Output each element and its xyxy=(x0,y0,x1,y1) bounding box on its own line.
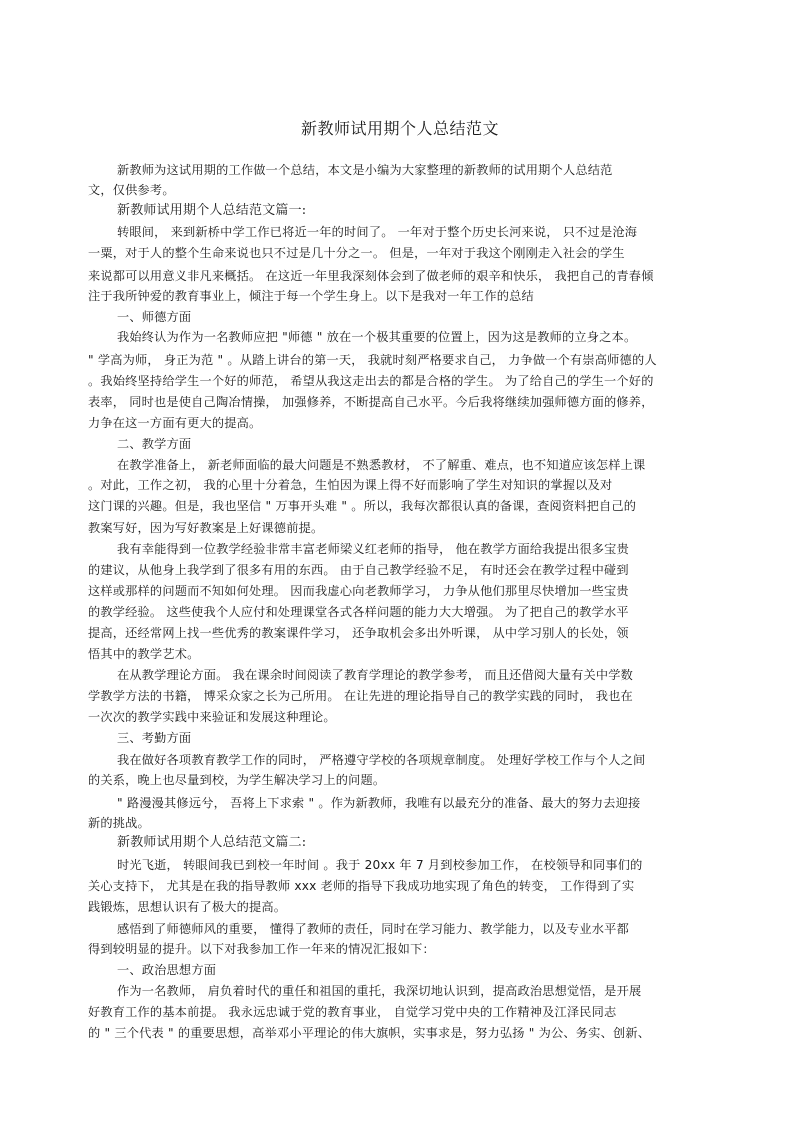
text-line: 力争在这一方面有更大的提高。 xyxy=(88,416,262,430)
text-line: 感悟到了师德师风的重要， 懂得了教师的责任，同时在学习能力、教学能力，以及专业水平都 xyxy=(117,922,629,936)
text-line: 得到较明显的提升。以下对我参加工作一年来的情况汇报如下： xyxy=(88,942,435,956)
text-line: " 路漫漫其修远兮， 吾将上下求索 " 。作为新教师，我唯有以最充分的准备、最大的努力去迎接 xyxy=(117,796,641,810)
text-line: 关心支持下， 尤其是在我的指导教师 xxx 老师的指导下我成功地实现了角色的转变， 工作得到了实 xyxy=(88,879,635,893)
document-title: 新教师试用期个人总结范文 xyxy=(300,119,499,138)
text-line: 教案写好，因为写好教案是上好课德前提。 xyxy=(88,521,324,535)
text-line: 好教育工作的基本前提。 我永远忠诚于党的教育事业， 自觉学习党中央的工作精神及江泽民同志 xyxy=(88,1005,617,1019)
text-line: 。对此，工作之初， 我的心里十分着急，生怕因为课上得不好而影响了学生对知识的掌握以及对 xyxy=(88,478,613,492)
text-line: 在教学准备上， 新老师面临的最大问题是不熟悉教材， 不了解重、难点，也不知道应该怎样上课 xyxy=(117,458,646,472)
text-line: 时光飞逝， 转眼间我已到校一年时间 。我于 20xx 年 7 月到校参加工作， 在校领导和同事们的 xyxy=(117,858,643,872)
text-line: 提高，还经常网上找一些优秀的教案课件学习， 还争取机会多出外听课， 从中学习别人的长处，领 xyxy=(88,626,629,640)
text-line: 我有幸能得到一位教学经验非常丰富老师梁义红老师的指导， 他在教学方面给我提出很多宝贵 xyxy=(117,542,629,556)
text-line: 的教学经验。 这些使我个人应付和处理课堂各式各样问题的能力大大增强。 为了把自己的教学水平 xyxy=(88,605,629,619)
text-line: 一粟，对于人的整个生命来说也只不过是几十分之一。 但是，一年对于我这个刚刚走入社会的学生 xyxy=(88,246,625,260)
subsection-heading: 三、考勤方面 xyxy=(117,731,192,745)
text-line: 新的挑战。 xyxy=(88,816,150,830)
text-line: 一次次的教学实践中来验证和发展这种理论。 xyxy=(88,710,336,724)
text-line: 在从教学理论方面。 我在课余时间阅读了教育学理论的教学参考， 而且还借阅大量有关中学数 xyxy=(117,668,634,682)
text-line: 新教师为这试用期的工作做一个总结，本文是小编为大家整理的新教师的试用期个人总结范 xyxy=(117,163,613,177)
text-line: 来说都可以用意义非凡来概括。 在这近一年里我深刻体会到了做老师的艰辛和快乐， 我把自己的青春倾 xyxy=(88,269,654,283)
text-line: 这门课的兴趣。但是，我也坚信 " 万事开头难 " 。所以，我每次都很认真的备课，查阅资料把自己的 xyxy=(88,499,637,513)
text-line: 践锻炼，思想认识有了极大的提高。 xyxy=(88,900,287,914)
text-line: " 学高为师， 身正为范 " 。从踏上讲台的第一天， 我就时刻严格要求自己， 力争做一个有崇高师德的人 xyxy=(88,353,657,367)
text-line: 我始终认为作为一名教师应把 "师德 " 放在一个极其重要的位置上，因为这是教师的立身之本。 xyxy=(117,330,637,344)
text-line: 学教学方法的书籍， 博采众家之长为己所用。 在让先进的理论指导自己的教学实践的同时， 我也在 xyxy=(88,689,633,703)
subsection-heading: 一、师德方面 xyxy=(117,310,192,324)
subsection-heading: 二、教学方面 xyxy=(117,437,192,451)
text-line: 表率， 同时也是使自己陶冶情操， 加强修养，不断提高自己水平。今后我将继续加强师德方面的修养， xyxy=(88,395,654,409)
section-heading: 新教师试用期个人总结范文篇一: xyxy=(117,203,307,218)
text-line: 作为一名教师， 肩负着时代的重任和祖国的重托，我深切地认识到，提高政治思想觉悟，是开展 xyxy=(117,984,642,998)
text-line: 转眼间， 来到新桥中学工作已将近一年的时间了。 一年对于整个历史长河来说， 只不过是沧海 xyxy=(117,225,638,239)
text-line: 。我始终坚持给学生一个好的师范， 希望从我这走出去的都是合格的学生。 为了给自己的学生一个好的 xyxy=(88,374,654,388)
text-line: 悟其中的教学艺术。 xyxy=(88,647,200,661)
text-line: 的关系，晚上也尽量到校，为学生解决学习上的问题。 xyxy=(88,773,386,787)
subsection-heading: 一、政治思想方面 xyxy=(117,963,217,977)
text-line: 这样或那样的问题而不知如何处理。 因而我虚心向老教师学习， 力争从他们那里尽快增加一些宝贵 xyxy=(88,584,629,598)
text-line: 注于我所钟爱的教育事业上，倾注于每一个学生身上。以下是我对一年工作的总结 xyxy=(88,289,534,303)
text-line: 的建议，从他身上我学到了很多有用的东西。 由于自己教学经验不足， 有时还会在教学过程中碰到 xyxy=(88,563,629,577)
text-line: 文，仅供参考。 xyxy=(88,183,175,197)
text-line: 的 " 三个代表 " 的重要思想，高举邓小平理论的伟大旗帜，实事求是，努力弘扬 " 为公、务实、创新、 xyxy=(88,1026,651,1040)
text-line: 我在做好各项教育教学工作的同时， 严格遵守学校的各项规章制度。 处理好学校工作与个人之间 xyxy=(117,753,646,767)
section-heading: 新教师试用期个人总结范文篇二: xyxy=(117,835,307,850)
